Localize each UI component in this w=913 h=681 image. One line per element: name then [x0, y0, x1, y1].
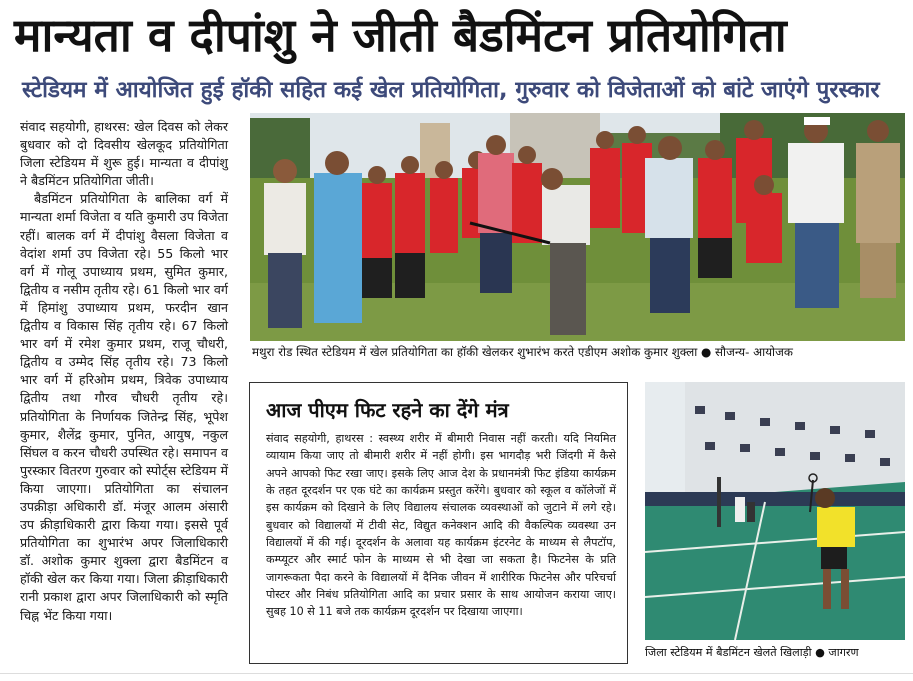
left-column-article	[20, 118, 228, 625]
article-results-paragraph: बैडमिंटन प्रतियोगिता के बालिका वर्ग में मान्यता शर्मा विजेता व यति कुमारी उप विजेता रहीं। बालक वर्ग में दीपांशु वैसला विजेता व वेदांश शर्मा उप विजेता रहे। 55 किलो भार वर्ग में गोलू उपाध्याय प्रथम, सुमित कुमार, द्वितीय व नसीम तृतीय रहे। 61 किलो भार वर्ग में हिमांशु उपाध्याय प्रथम, फरदीन खान द्वितीय व विकास सिंह तृतीय रहे। 67 किलो भार वर्ग में रमेश कुमार प्रथम, राजू चौधरी, द्वितीय व उम्मेद सिंह तृतीय रहे। 73 किलो भार वर्ग में हरिओम प्रथम, त्रिवेक उपाध्याय द्वितीय तथा गौरव चौधरी तृतीय रहे। प्रतियोगिता के निर्णायक जितेन्द्र सिंह, भूपेश कुमार, शैलेंद्र कुमार, पुनित, आयुष, नकुल सिंघल व करन चौधरी उपस्थित रहे। समापन व पुरस्कार वितरण गुरुवार को स्पोर्ट्स स्टेडियम में किया जाएगा। प्रतियोगिता का संचालन उपक्रीड़ा अधिकारी डॉ. मंजूर आलम अंसारी उप क्रीड़ाधिकारी द्वारा किया गया। इससे पूर्व प्रतियोगिता का शुभारंभ अपर जिलाधिकारी डॉ. अशोक कुमार शुक्ला द्वारा बैडमिंटन व हॉकी खेल कर किया गया। जिला क्रीड़ाधिकारी रानी प्रकाश द्वारा अपर जिलाधिकारी को स्मृति चिह्न भेंट किया गया।	[20, 191, 228, 623]
hockey-inauguration-photo	[250, 113, 905, 341]
fit-india-box-body: संवाद सहयोगी, हाथरस : स्वस्थ्य शरीर में बीमारी निवास नहीं करती। यदि नियमित व्यायाम किया जाए तो बीमारी शरीर में नहीं होगी। इस भागदौड़ भरी जिंदगी में कैसे अपने आपको फिट रखा जाए। इसके लिए आज देश के प्रधानमंत्री फिट इंडिया कार्यक्रम के तहत दूरदर्शन पर एक घंटे का कार्यक्रम प्रस्तुत करेंगे। बुधवार को स्कूल व कॉलेजों में इस कार्यक्रम को दिखाने के लिए विद्यालय संचालक व्यवस्थाओं को जुटाने में लगे रहे। बुधवार को विद्यालयों में टीवी सेट, विद्युत कनेक्शन आदि की वैकल्पिक व्यवस्था उन विद्यालयों में की गई। दूरदर्शन के अलावा यह कार्यक्रम इंटरनेट के माध्यम से लैपटॉप, कम्प्यूटर और स्मार्ट फोन के माध्यम से भी देखा जा सकता है। फिटनेस के प्रति जागरूकता पैदा करने के विद्यालयों में दैनिक जीवन में शारीरिक फिटनेस और परिचर्चा पोस्टर और निबंध प्रतियोगिता आदि का प्रचार प्रसार के साथ आयोजन कराया जाए। सुबह 10 से 11 बजे तक कार्यक्रम दूरदर्शन पर दिखाया जाएगा।	[266, 432, 616, 619]
hockey-photo-caption: मथुरा रोड स्थित स्टेडियम में खेल प्रतियोगिता का हॉकी खेलकर शुभारंभ करते एडीएम अशोक कुमार शुक्ला ● सौजन्य- आयोजक	[252, 345, 793, 359]
badminton-photo-caption: जिला स्टेडियम में बैडमिंटन खेलते खिलाड़ी ● जागरण	[645, 646, 859, 659]
badminton-court-photo	[645, 382, 905, 640]
article-intro-paragraph: संवाद सहयोगी, हाथरस: खेल दिवस को लेकर बुधवार को दो दिवसीय खेलकूद प्रतियोगिता जिला स्टेडियम में शुरू हुई। मान्यता व दीपांशु ने बैडमिंटन प्रतियोगिता जीती।	[20, 119, 228, 189]
fit-india-news-box	[249, 382, 628, 664]
fit-india-box-title: आज पीएम फिट रहने का देंगे मंत्र	[266, 398, 509, 422]
page-bottom-rule	[0, 673, 913, 674]
headline: मान्यता व दीपांशु ने जीती बैडमिंटन प्रतियोगिता	[14, 8, 787, 62]
subheadline: स्टेडियम में आयोजित हुई हॉकी सहित कई खेल प्रतियोगिता, गुरुवार को विजेताओं को बांटे जाएंगे पुरस्कार	[22, 77, 880, 103]
